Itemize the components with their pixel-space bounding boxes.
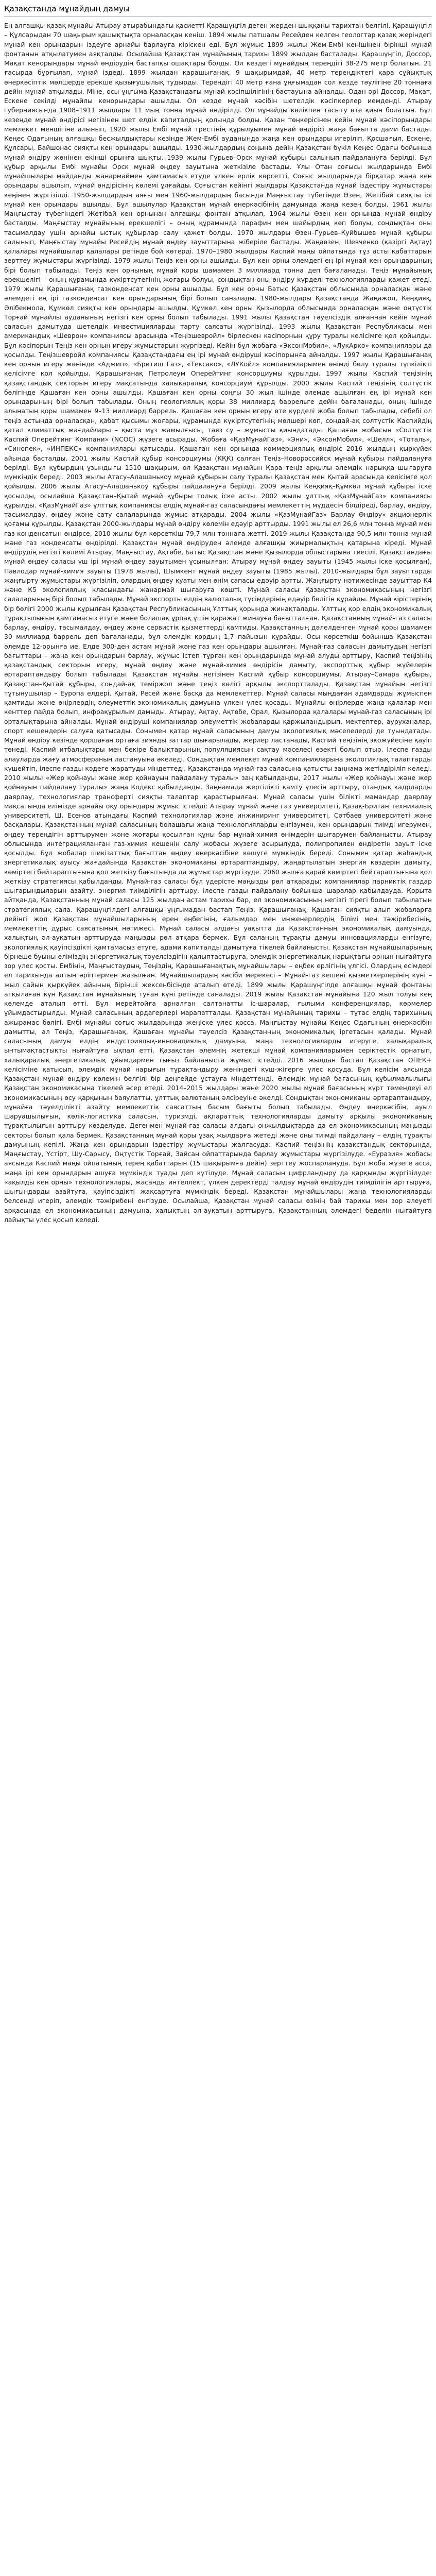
article-page bbox=[0, 0, 436, 1225]
article-body: Ең алғашқы қазақ мұнайы Атырау атырабындағы қасиетті Қарашүңгіл деген жерден шыққаны тарихтан белгілі. Қарашүңгіл – Құлсарыдан 70 шақырым қашықтықта орналасқан кеніш. 1894 жылы патшалы Ресейден келген геологтар қазақ жеріндегі мұнай кен орындарын іздеуге арнайы барлауға кіріскен еді. Бұл жұмыс 1899 жылы Жем-Ембі кенішінен бірінші мұнай фонтанын атқылатумен аяқталды. Осылайша Қазақстан мұнайының тарихы 1899 жылдан басталады. Қарашүңгіл, Доссор, Мақат кенорындары мұнай өндірудің бастапқы ошақтары болды. Ол кездегі мұнайдың тереңдігі 38-275 метр болатын. 21 ғасырда бұрғылап, мұнай іздеді. 1899 жылдан қарашығанақ. 9 шақырымдай, 40 метр тереңдіктегі қара сұйықтық өнеркәсіптік мөлшерде ерекше қызығушылық тудырды. Тереңдігі 40 метр ғана ұңғымадан сол кезде тәулігіне 20 тоннаға дейін мұнай атқылады. Міне, осы ұңғыма Қазақстандағы мұнай кәсіпшілігінің бастауына айналды. Одан әрі Доссор, Мақат, Ескене секілді мұнайлы кенорындары ашылды. Ол кезде мұнай кәсібін шетелдік кәсіпкерлер иемденді. Атырау губерниясында 1908–1911 жылдары 11 мың тонна мұнай өндірілді. Ол мұнайды көлікпен тасыту өте қиын болатын. Бұл кезеңде мұнай өндірісі негізінен шет елдік капиталдың қолында болды. Қазан төңкерісінен кейін мұнай кәсіпорындары мемлекет меншігіне алынып, 1920 жылы Ембі мұнай трестінің құрылуымен мұнай өндірісі жаңа бағытта дами бастады. Кеңес Одағының алғашқы бесжылдықтары кезінде Жем-Ембі ауданында жаңа кен орындары игеріліп, Қосшағыл, Ескене, Құлсары, Байшонас сияқты кен орындары ашылды. 1930-жылдардың соңына дейін Қазақстан бүкіл Кеңес Одағы бойынша мұнай өндіру жөнінен екінші орынға шықты. 1939 жылы Гурьев–Орск мұнай құбыры салынып пайдалануға берілді. Бұл құбыр арқылы Ембі мұнайы Орск мұнай өңдеу зауытына жеткізіле бастады. Ұлы Отан соғысы жылдарында Ембі мұнайшылары майданды жанармаймен қамтамасыз етуде үлкен ерлік көрсетті. Соғыс жылдарында бірқатар жаңа кен орындары ашылып, мұнай өндірісінің көлемі ұлғайды. Соғыстан кейінгі жылдары Қазақстанда мұнай іздестіру жұмыстары кеңінен жүргізілді. 1950-жылдардың аяғы мен 1960-жылдардың басында Маңғыстау түбегінде Өзен, Жетібай сияқты ірі мұнай кен орындары ашылды. Бұл ашылулар Қазақстан мұнай өнеркәсібінің дамуында жаңа кезең болды. 1961 жылы Маңғыстау түбегіндегі Жетібай кен орнынан алғашқы фонтан атқылап, 1964 жылы Өзен кен орнында мұнай өндіру басталды. Маңғыстау мұнайының ерекшелігі – оның құрамында парафин мен шайырдың көп болуы, сондықтан оны тасымалдау үшін арнайы ыстық құбырлар салу қажет болды. 1970 жылдары Өзен–Гурьев–Куйбышев мұнай құбыры салынып, Маңғыстау мұнайы Ресейдің мұнай өңдеу зауыттарына жіберіле бастады. Жаңаөзен, Шевченко (қазіргі Ақтау) қалалары мұнайшылар қалалары ретінде бой көтерді. 1970–1980 жылдары Каспий маңы ойпатында тұз асты қабаттарын зерттеу жұмыстары жүргізілді. 1979 жылы Теңіз кен орны ашылды. Бұл кен орны әлемдегі ең ірі мұнай кен орындарының бірі болып табылады. Теңіз кен орнының мұнай қоры шамамен 3 миллиард тонна деп бағаланады. Теңіз мұнайының ерекшелігі – оның құрамында күкіртсутегінің жоғары болуы, сондықтан оны өндіру күрделі технологияларды қажет етеді. 1979 жылы Қарашығанақ газконденсат кен орны ашылды. Бұл кен орны Батыс Қазақстан облысында орналасқан және әлемдегі ең ірі газконденсат кен орындарының бірі болып саналады. 1980-жылдары Қазақстанда Жаңажол, Кеңқияқ, Әлібекмола, Құмкөл сияқты кен орындары ашылды. Құмкөл кен орны Қызылорда облысында орналасқан және оңтүстік Торғай мұнайлы ауданының негізгі кен орны болып табылады. 1991 жылы Қазақстан тәуелсіздік алғаннан кейін мұнай саласын дамытуда шетелдік инвестицияларды тарту саясаты жүргізілді. 1993 жылы Қазақстан Республикасы мен американдық «Шеврон» компаниясы арасында «Теңізшевройл» бірлескен кәсіпорнын құру туралы келісімге қол қойылды. Бұл кәсіпорын Теңіз кен орнын игеру жұмыстарын жүргізеді. Кейін бұл жобаға «ЭксонМобил», «ЛукАрко» компаниялары да қосылды. Теңізшевройл компаниясы Қазақстандағы ең ірі мұнай өндіруші кәсіпорынға айналды. 1997 жылы Қарашығанақ кен орнын игеру жөнінде «Аджип», «Бритиш Газ», «Тексако», «ЛУКойл» компанияларымен өнімді бөлу туралы түпкілікті келісімге қол қойылды. Қарашығанақ Петролеум Оперейтинг консорциумы құрылды. 1997 жылы Каспий теңізінің қазақстандық секторын игеру мақсатында халықаралық консорциум құрылды. 2000 жылы Каспий теңізінің солтүстік бөлігінде Қашаған кен орны ашылды. Қашаған кен орны соңғы 30 жыл ішінде әлемде ашылған ең ірі мұнай кен орындарының бірі болып табылады. Оның геологиялық қоры 38 миллиард баррельге дейін бағаланады, оның ішінде алынатын қоры шамамен 9–13 миллиард баррель. Қашаған кен орнын игеру өте күрделі жоба болып табылады, себебі ол теңіз астында орналасқан, қабат қысымы жоғары, құрамында күкіртсутегінің мөлшері көп, сондай-ақ солтүстік Каспийдің қатал климаттық жағдайлары – қыста мұз жамылғысы, таяз су – жұмысты қиындатады. Қашаған жобасын «Солтүстік Каспий Оперейтинг Компани» (NCOC) жүзеге асырады. Жобаға «ҚазМұнайГаз», «Эни», «ЭксонМобил», «Шелл», «Тоталь», «Синопек», «ИНПЕКС» компаниялары қатысады. Қашаған кен орнында коммерциялық өндіріс 2016 жылдың қыркүйек айында басталды. 2001 жылы Каспий құбыр консорциумы (КҚК) салған Теңіз–Новороссийск мұнай құбыры пайдалануға берілді. Бұл құбырдың ұзындығы 1510 шақырым, ол Қазақстан мұнайын Қара теңіз арқылы әлемдік нарыққа шығаруға мүмкіндік береді. 2003 жылы Атасу–Алашанькоу мұнай құбырын салу туралы Қазақстан мен Қытай арасында келісімге қол қойылды. 2006 жылы Атасу–Алашанькоу құбыры пайдалануға берілді. 2009 жылы Кеңқияқ–Құмкөл мұнай құбыры іске қосылды, осылайша Қазақстан–Қытай мұнай құбыры толық іске асты. 2002 жылы ұлттық «ҚазМұнайГаз» компаниясы құрылды. «ҚазМұнайГаз» ұлттық компаниясы елдің мұнай-газ саласындағы мемлекеттің мүддесін білдіреді, барлау, өндіру, тасымалдау, өңдеу және сату салаларында жұмыс атқарады. 2004 жылы «ҚазМұнайГаз» Барлау Өндіру» акционерлік қоғамы құрылды. Қазақстан 2000-жылдары мұнай өндіру көлемін едәуір арттырды. 1991 жылы ел 26,6 млн тонна мұнай мен газ конденсатын өндірсе, 2010 жылы бұл көрсеткіш 79,7 млн тоннаға жетті. 2019 жылы Қазақстанда 90,5 млн тонна мұнай және газ конденсаты өндірілді. Қазақстан мұнай өндіруден әлемде алғашқы жиырмалықтың қатарына кіреді. Мұнай өндірудің негізгі көлемі Атырау, Маңғыстау, Ақтөбе, Батыс Қазақстан және Қызылорда облыстарына тиесілі. Қазақстандағы мұнай өңдеу саласы үш ірі мұнай өңдеу зауытымен ұсынылған: Атырау мұнай өңдеу зауыты (1945 жылы іске қосылған), Павлодар мұнай-химия зауыты (1978 жылы), Шымкент мұнай өңдеу зауыты (1985 жылы). 2010-жылдары бұл зауыттарды жаңғырту жұмыстары жүргізіліп, олардың өңдеу қуаты мен өнім сапасы едәуір артты. Жаңғырту нәтижесінде зауыттар К4 және К5 экологиялық класындағы жанармай шығаруға көшті. Мұнай саласы Қазақстан экономикасының негізгі салаларының бірі болып табылады. Мұнай экспорты елдің валюталық түсімдерінің едәуір бөлігін құрайды. Мұнай кірістерінің бір бөлігі 2000 жылы құрылған Қазақстан Республикасының Ұлттық қорында жинақталады. Ұлттық қор елдің экономикалық тұрақтылығын қамтамасыз етуге және болашақ ұрпақ үшін қаражат жинауға бағытталған. Қазақстанның мұнай-газ саласы барлау, өндіру, тасымалдау, өңдеу және сервистік қызметтерді қамтиды. Қазақстанның дәлелденген мұнай қоры шамамен 30 миллиард баррель деп бағаланады, бұл әлемдік қордың 1,7 пайызын құрайды. Осы көрсеткіш бойынша Қазақстан әлемде 12-орынға ие. Елде 300-ден астам мұнай және газ кен орындары ашылған. Мұнай-газ саласын дамытудың негізгі бағыттары – жаңа кен орындарын барлау, жұмыс істеп тұрған кен орындарында мұнай алуды арттыру, Каспий теңізінің қазақстандық секторын игеру, мұнай өңдеу және мұнай-химия өндірісін дамыту, экспорттық құбыр жүйелерін әртараптандыру болып табылады. Қазақстан мұнайы негізінен Каспий құбыр консорциумы, Атырау–Самара құбыры, Қазақстан–Қытай құбыры, сондай-ақ теміржол және теңіз көлігі арқылы экспортталады. Қазақстан мұнайын негізгі тұтынушылар – Еуропа елдері, Қытай, Ресей және басқа да мемлекеттер. Мұнай саласы мыңдаған адамдарды жұмыспен қамтиды және өңірлердің әлеуметтік-экономикалық дамуына үлкен үлес қосады. Мұнайлы өңірлерде жаңа қалалар мен кенттер пайда болып, инфрақұрылым дамыды. Атырау, Ақтау, Ақтөбе, Орал, Қызылорда қалалары мұнай-газ саласының ірі орталықтарына айналды. Мұнай өндіруші компаниялар әлеуметтік жобаларды қаржыландырып, мектептер, ауруханалар, спорт кешендерін салуға қатысады. Сонымен қатар мұнай саласының дамуы экологиялық мәселелерді де туындатады. Мұнай өндіру кезінде қоршаған ортаға зиянды заттар шығарылады, жерлер ластанады, Каспий теңізінің экожүйесіне қауіп төнеді. Каспий итбалықтары мен бекіре балықтарының популяциясын сақтау мәселесі өзекті болып отыр. Ілеспе газды алауларда жағу атмосфераның ластануына әкеледі. Сондықтан мемлекет мұнай компанияларына экологиялық талаптарды күшейтіп, ілеспе газды кәдеге жаратуды міндеттеді. Қазақстанда мұнай-газ саласына қатысты заңнама жетілдіріліп келеді. 2010 жылы «Жер қойнауы және жер қойнауын пайдалану туралы» заң қабылданды, 2017 жылы «Жер қойнауы және жер қойнауын пайдалану туралы» жаңа Кодекс қабылданды. Заңнамада жергілікті қамту үлесін арттыру, отандық кадрларды даярлау, технологиялар трансферті сияқты талаптар қарастырылған. Мұнай саласы үшін білікті мамандар даярлау мақсатында елімізде арнайы оқу орындары жұмыс істейді: Атырау мұнай және газ университеті, Қазақ-Британ техникалық университеті, Ш. Есенов атындағы Каспий технологиялар және инжиниринг университеті, Сәтбаев университеті және басқалары. Қазақстанның мұнай саласының болашағы жаңа технологияларды енгізумен, кен орындарын тиімді игерумен, өңдеу тереңдігін арттырумен және жоғары қосылған құны бар мұнай-химия өнімдерін шығарумен байланысты. Атырау облысында интеграцияланған газ-химия кешенін салу жобасы жүзеге асырылуда, полипропилен өндіретін зауыт іске қосылды. Бұл жобалар шикізаттық бағыттан өңдеу өнеркәсібіне көшуге мүмкіндік береді. Сонымен қатар жаһандық энергетикалық ауысу жағдайында Қазақстан экономиканы әртараптандыру, жаңартылатын энергия көздерін дамыту, көміртегі бейтараптығына қол жеткізу бағытында да жұмыстар жүргізуде. 2060 жылға қарай көміртегі бейтараптығына қол жеткізу стратегиясы қабылданды. Мұнай-газ саласы бұл үдерісте маңызды рөл атқарады: компаниялар парниктік газдар шығарындыларын азайту, энергия тиімділігін арттыру, ілеспе газды пайдалану бойынша шаралар қабылдауда. Қорыта айтқанда, Қазақстанның мұнай саласы 125 жылдан астам тарихы бар, ел экономикасының негізгі тірегі болып табылатын стратегиялық сала. Қарашүңгілдегі алғашқы ұңғымадан бастап Теңіз, Қарашығанақ, Қашаған сияқты алып жобаларға дейінгі жол Қазақстан мұнайшыларының ерен еңбегінің, ғалымдар мен инженерлердің білімі мен тәжірибесінің, мемлекеттің дұрыс саясатының нәтижесі. Мұнай саласы алдағы уақытта да Қазақстанның экономикалық дамуында, халықтың әл-ауқатын арттыруда маңызды рөл атқара бермек. Бұл саланың тұрақты дамуы инновацияларды енгізуге, экологиялық қауіпсіздікті қамтамасыз етуге, адами капиталды дамытуға тікелей байланысты. Қазақстан мұнайшыларының бірнеше буыны еліміздің энергетикалық тәуелсіздігін қалыптастыруға, әлемдік энергетикалық нарықтағы орнын нығайтуға зор үлес қосты. Ембінің, Маңғыстаудың, Теңіздің, Қарашығанақтың мұнайшылары – еңбек ерлігінің үлгісі. Олардың есімдері ел тарихында алтын әріптермен жазылған. Мұнайшылардың кәсіби мерекесі – Мұнай-газ кешені қызметкерлерінің күні – жыл сайын қыркүйек айының бірінші жексенбісінде аталып өтеді. 1899 жылы Қарашүңгілде алғашқы мұнай фонтаны атқылаған күн Қазақстан мұнайының туған күні ретінде саналады. 2019 жылы Қазақстан мұнайына 120 жыл толуы кең көлемде аталып өтті. Бұл мерейтойға арналған салтанатты іс-шаралар, ғылыми конференциялар, көрмелер ұйымдастырылды. Мұнай саласының ардагерлері марапатталды. Қазақстан мұнайының тарихы – тұтас елдің тарихының ажырамас бөлігі. Ембі мұнайы соғыс жылдарында жеңіске үлес қосса, Маңғыстау мұнайы Кеңес Одағының өнеркәсібін дамытты, ал Теңіз, Қарашығанақ, Қашаған мұнайы тәуелсіз Қазақстанның экономикалық іргетасын қалады. Мұнай саласының дамуы елдің индустриялық-инновациялық дамуына, жаңа технологияларды игеруге, халықаралық ынтымақтастықты нығайтуға ықпал етті. Қазақстан әлемнің жетекші мұнай компанияларымен серіктестік орнатып, халықаралық энергетикалық ұйымдармен тығыз байланыста жұмыс істейді. 2016 жылдан бастап Қазақстан ОПЕК+ келісіміне қатысып, әлемдік мұнай нарығын тұрақтандыру жөніндегі күш-жігерге үлес қосуда. Бұл келісім аясында Қазақстан мұнай өндіру көлемін белгілі бір деңгейде ұстауға міндеттенді. Әлемдік мұнай бағасының құбылмалылығы Қазақстан экономикасына тікелей әсер етеді. 2014–2015 жылдары және 2020 жылы мұнай бағасының күрт төмендеуі ел экономикасының өсу қарқынын баяулатты, ұлттық валютаның әлсіреуіне әкелді. Сондықтан экономиканы әртараптандыру, мұнайға тәуелділікті азайту мемлекеттік саясаттың басым бағыты болып табылады. Өңдеу өнеркәсібін, ауыл шаруашылығын, көлік-логистика саласын, туризмді, ақпараттық технологияларды дамыту арқылы экономиканың тұрақтылығын арттыру көзделуде. Дегенмен мұнай-газ саласы алдағы онжылдықтарда да ел экономикасының маңызды секторы болып қала бермек. Қазақстанның мұнай қоры ұзақ жылдарға жетеді және оны тиімді пайдалану – елдің тұрақты дамуының кепілі. Жаңа кен орындарын іздестіру жұмыстары жалғасуда: Каспий теңізінің қазақстандық секторында, Маңғыстау, Үстірт, Шу-Сарысу, Оңтүстік Торғай, Зайсан ойпаттарында барлау жұмыстары жүргізілуде. «Еуразия» жобасы аясында Каспий маңы ойпатының терең қабаттарын (15 шақырымға дейін) зерттеу жоспарлануда. Бұл жоба жүзеге асса, жаңа ірі кен орындарын ашуға мүмкіндік туады деп күтілуде. Мұнай саласын цифрландыру да қарқынды жүргізілуде: «ақылды кен орны» технологиялары, жасанды интеллект, үлкен деректерді талдау мұнай өндірудің тиімділігін арттыруға, шығындарды азайтуға, қауіпсіздікті жақсартуға мүмкіндік береді. Қазақстан мұнайшылары жаңа технологияларды белсенді игеріп, әлемдік тәжірибені енгізуде. Осылайша, Қазақстан мұнай саласы өзінің бай тарихы мен зор әлеуеті арқасында ел экономикасының дамуына, халықтың әл-ауқатын арттыруға, Қазақстанның әлемдегі беделін нығайтуға лайықты үлес қосып келеді. bbox=[4, 22, 432, 1224]
article-title: Қазақстанда мұнайдың дамуы bbox=[4, 4, 432, 17]
